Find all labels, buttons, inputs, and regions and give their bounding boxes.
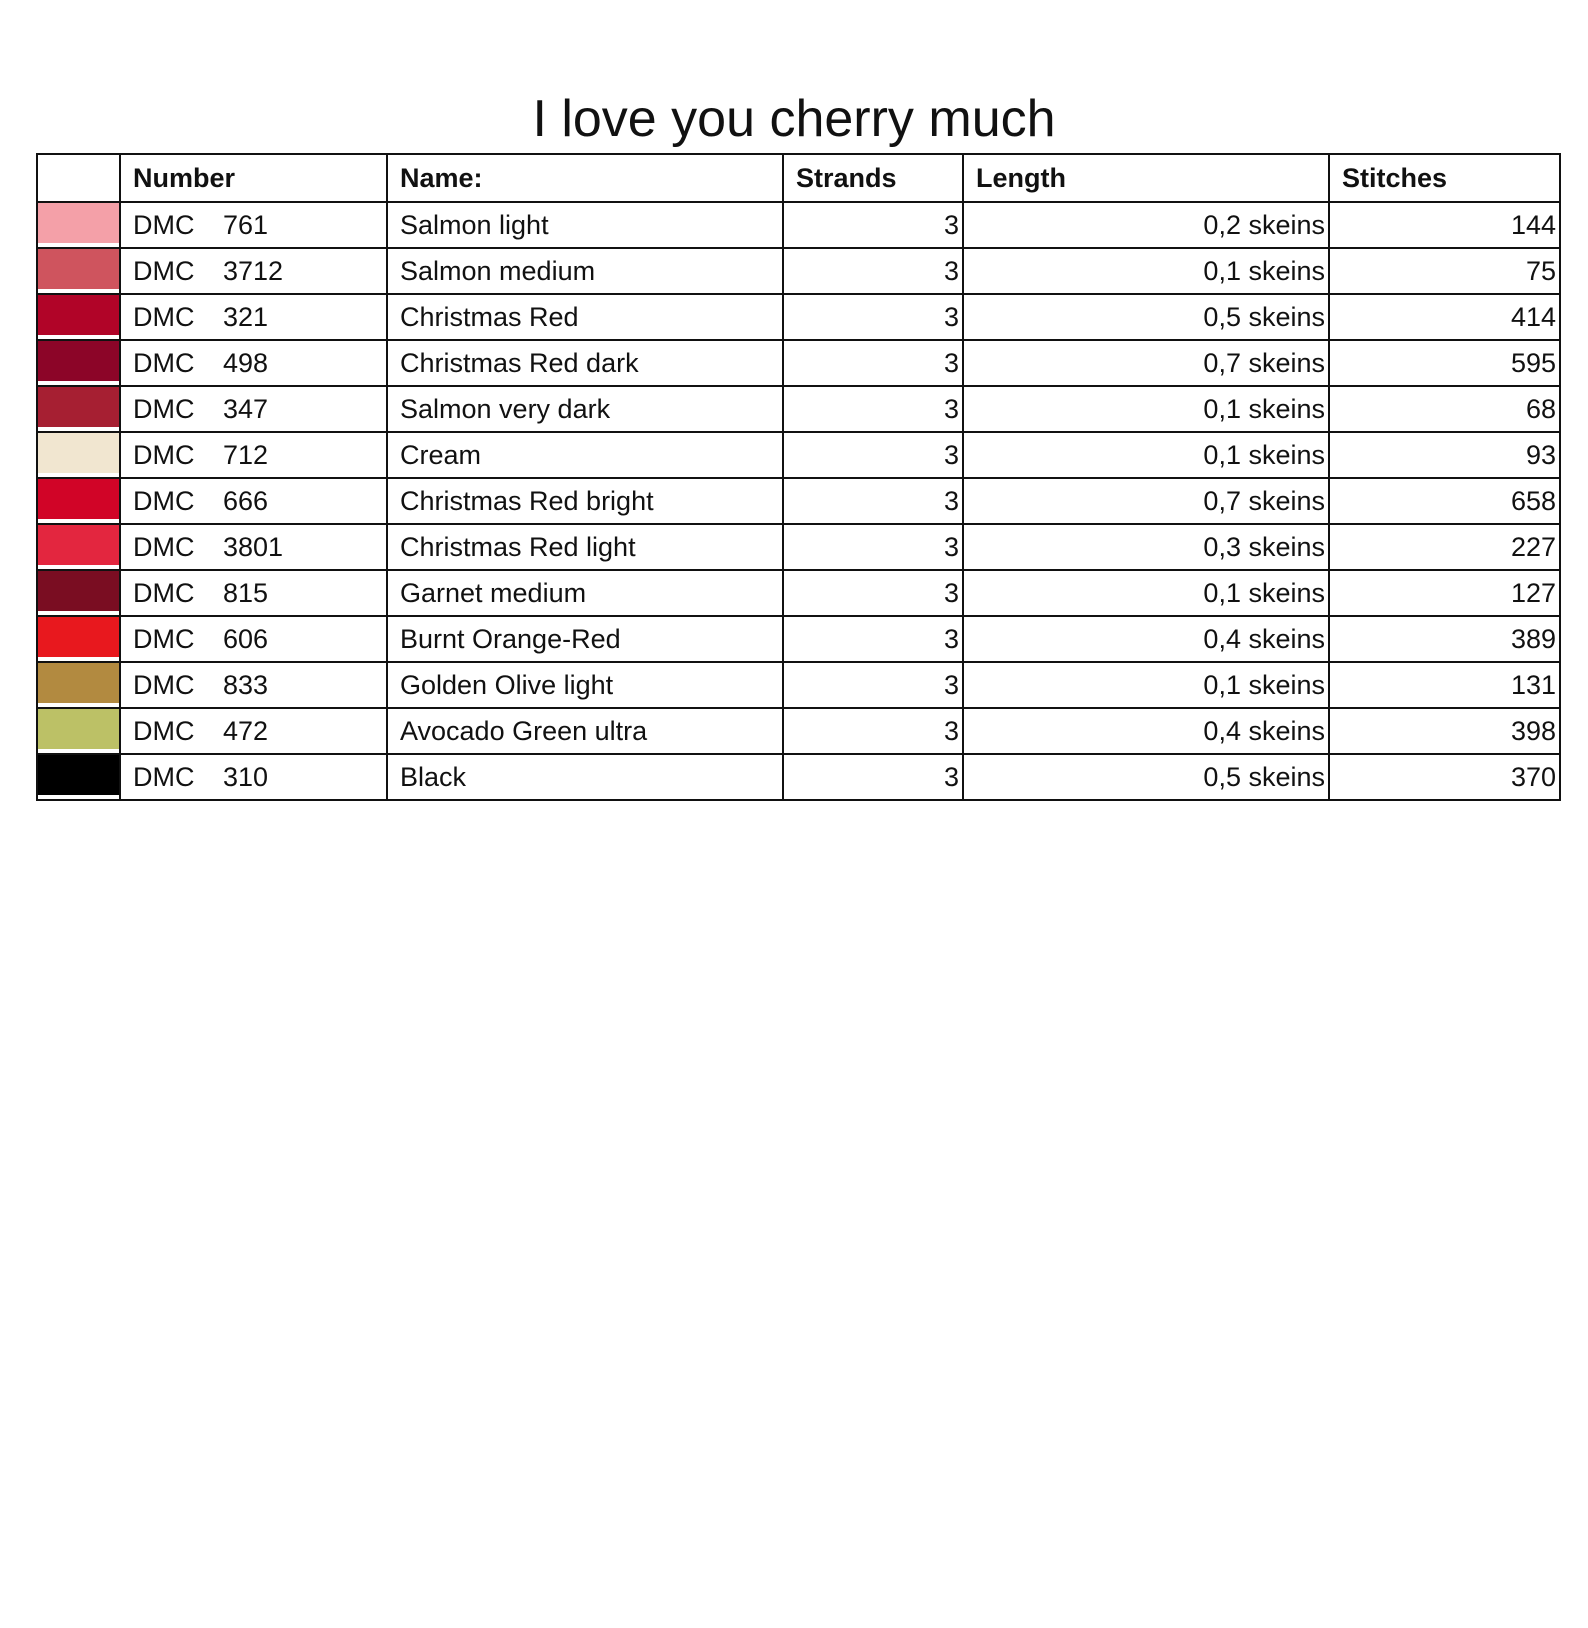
color-swatch bbox=[38, 755, 119, 799]
thread-name: Garnet medium bbox=[387, 570, 783, 616]
thread-brand: DMC bbox=[133, 347, 195, 378]
color-swatch-cell bbox=[37, 294, 120, 340]
thread-brand: DMC bbox=[133, 669, 195, 700]
length-value: 0,1 skeins bbox=[963, 248, 1329, 294]
page-title: I love you cherry much bbox=[532, 90, 1056, 148]
strands-value: 3 bbox=[783, 432, 963, 478]
stitches-value: 414 bbox=[1329, 294, 1560, 340]
thread-code: 498 bbox=[223, 347, 269, 378]
thread-code: 815 bbox=[223, 577, 269, 608]
thread-name: Christmas Red dark bbox=[387, 340, 783, 386]
stitches-value: 68 bbox=[1329, 386, 1560, 432]
stitches-value: 370 bbox=[1329, 754, 1560, 800]
length-value: 0,7 skeins bbox=[963, 340, 1329, 386]
color-swatch-cell bbox=[37, 386, 120, 432]
header-swatch bbox=[37, 154, 120, 202]
thread-code: 347 bbox=[223, 393, 269, 424]
color-swatch bbox=[38, 709, 119, 753]
color-swatch-cell bbox=[37, 478, 120, 524]
color-swatch-cell bbox=[37, 202, 120, 248]
strands-value: 3 bbox=[783, 662, 963, 708]
strands-value: 3 bbox=[783, 570, 963, 616]
thread-number-cell bbox=[120, 616, 387, 662]
thread-number-cell bbox=[120, 524, 387, 570]
header-stitches: Stitches bbox=[1329, 154, 1560, 202]
table-row bbox=[37, 708, 1560, 754]
stitches-value: 93 bbox=[1329, 432, 1560, 478]
thread-name: Salmon medium bbox=[387, 248, 783, 294]
table-row bbox=[37, 478, 1560, 524]
color-swatch-cell bbox=[37, 340, 120, 386]
strands-value: 3 bbox=[783, 616, 963, 662]
table-row bbox=[37, 248, 1560, 294]
thread-number-cell bbox=[120, 570, 387, 616]
thread-number-cell bbox=[120, 754, 387, 800]
color-swatch bbox=[38, 295, 119, 339]
thread-brand: DMC bbox=[133, 715, 195, 746]
length-value: 0,1 skeins bbox=[963, 432, 1329, 478]
thread-code: 3712 bbox=[223, 255, 284, 286]
color-swatch-cell bbox=[37, 524, 120, 570]
strands-value: 3 bbox=[783, 340, 963, 386]
color-swatch-cell bbox=[37, 248, 120, 294]
thread-code: 321 bbox=[223, 301, 269, 332]
color-swatch-cell bbox=[37, 754, 120, 800]
header-name: Name: bbox=[387, 154, 783, 202]
thread-name: Salmon light bbox=[387, 202, 783, 248]
thread-brand: DMC bbox=[133, 485, 195, 516]
color-swatch bbox=[38, 571, 119, 615]
thread-code: 3801 bbox=[223, 531, 284, 562]
thread-brand: DMC bbox=[133, 209, 195, 240]
thread-code: 833 bbox=[223, 669, 269, 700]
color-swatch-cell bbox=[37, 662, 120, 708]
thread-number-cell bbox=[120, 248, 387, 294]
length-value: 0,2 skeins bbox=[963, 202, 1329, 248]
stitches-value: 131 bbox=[1329, 662, 1560, 708]
color-swatch bbox=[38, 387, 119, 431]
thread-name: Avocado Green ultra bbox=[387, 708, 783, 754]
thread-code: 606 bbox=[223, 623, 269, 654]
strands-value: 3 bbox=[783, 708, 963, 754]
strands-value: 3 bbox=[783, 386, 963, 432]
stitches-value: 75 bbox=[1329, 248, 1560, 294]
stitches-value: 227 bbox=[1329, 524, 1560, 570]
thread-brand: DMC bbox=[133, 439, 195, 470]
thread-number-cell bbox=[120, 478, 387, 524]
color-swatch bbox=[38, 525, 119, 569]
stitches-value: 398 bbox=[1329, 708, 1560, 754]
thread-code: 472 bbox=[223, 715, 269, 746]
length-value: 0,3 skeins bbox=[963, 524, 1329, 570]
thread-name: Burnt Orange-Red bbox=[387, 616, 783, 662]
header-length: Length bbox=[963, 154, 1329, 202]
thread-brand: DMC bbox=[133, 255, 195, 286]
stitches-value: 658 bbox=[1329, 478, 1560, 524]
length-value: 0,5 skeins bbox=[963, 754, 1329, 800]
table-row bbox=[37, 386, 1560, 432]
stitches-value: 595 bbox=[1329, 340, 1560, 386]
color-swatch bbox=[38, 249, 119, 293]
table-row bbox=[37, 202, 1560, 248]
thread-brand: DMC bbox=[133, 761, 195, 792]
color-swatch bbox=[38, 433, 119, 477]
strands-value: 3 bbox=[783, 754, 963, 800]
color-swatch bbox=[38, 663, 119, 707]
length-value: 0,4 skeins bbox=[963, 616, 1329, 662]
color-swatch bbox=[38, 617, 119, 661]
thread-brand: DMC bbox=[133, 531, 195, 562]
strands-value: 3 bbox=[783, 248, 963, 294]
thread-code: 712 bbox=[223, 439, 269, 470]
length-value: 0,1 skeins bbox=[963, 662, 1329, 708]
thread-number-cell bbox=[120, 708, 387, 754]
stitches-value: 127 bbox=[1329, 570, 1560, 616]
thread-number-cell bbox=[120, 340, 387, 386]
thread-key-table bbox=[36, 153, 1561, 801]
table-row bbox=[37, 340, 1560, 386]
color-swatch bbox=[38, 341, 119, 385]
thread-code: 761 bbox=[223, 209, 269, 240]
thread-name: Black bbox=[387, 754, 783, 800]
thread-code: 666 bbox=[223, 485, 269, 516]
thread-name: Cream bbox=[387, 432, 783, 478]
strands-value: 3 bbox=[783, 202, 963, 248]
strands-value: 3 bbox=[783, 524, 963, 570]
thread-name: Golden Olive light bbox=[387, 662, 783, 708]
thread-number-cell bbox=[120, 432, 387, 478]
table-row bbox=[37, 524, 1560, 570]
thread-number-cell bbox=[120, 662, 387, 708]
length-value: 0,7 skeins bbox=[963, 478, 1329, 524]
stitches-value: 389 bbox=[1329, 616, 1560, 662]
thread-brand: DMC bbox=[133, 623, 195, 654]
header-number: Number bbox=[120, 154, 387, 202]
thread-name: Christmas Red bright bbox=[387, 478, 783, 524]
thread-name: Salmon very dark bbox=[387, 386, 783, 432]
table-row bbox=[37, 754, 1560, 800]
stitches-value: 144 bbox=[1329, 202, 1560, 248]
length-value: 0,1 skeins bbox=[963, 386, 1329, 432]
table-row bbox=[37, 294, 1560, 340]
color-swatch-cell bbox=[37, 432, 120, 478]
thread-code: 310 bbox=[223, 761, 269, 792]
header-strands: Strands bbox=[783, 154, 963, 202]
table-row bbox=[37, 570, 1560, 616]
thread-number-cell bbox=[120, 202, 387, 248]
table-row bbox=[37, 616, 1560, 662]
color-swatch-cell bbox=[37, 616, 120, 662]
thread-brand: DMC bbox=[133, 393, 195, 424]
strands-value: 3 bbox=[783, 478, 963, 524]
thread-name: Christmas Red light bbox=[387, 524, 783, 570]
thread-number-cell bbox=[120, 294, 387, 340]
table-row bbox=[37, 432, 1560, 478]
thread-number-cell bbox=[120, 386, 387, 432]
color-swatch bbox=[38, 203, 119, 247]
strands-value: 3 bbox=[783, 294, 963, 340]
length-value: 0,4 skeins bbox=[963, 708, 1329, 754]
thread-name: Christmas Red bbox=[387, 294, 783, 340]
thread-brand: DMC bbox=[133, 577, 195, 608]
length-value: 0,1 skeins bbox=[963, 570, 1329, 616]
color-swatch bbox=[38, 479, 119, 523]
color-swatch-cell bbox=[37, 570, 120, 616]
table-row bbox=[37, 662, 1560, 708]
length-value: 0,5 skeins bbox=[963, 294, 1329, 340]
color-swatch-cell bbox=[37, 708, 120, 754]
thread-brand: DMC bbox=[133, 301, 195, 332]
table-header-row bbox=[37, 154, 1560, 202]
